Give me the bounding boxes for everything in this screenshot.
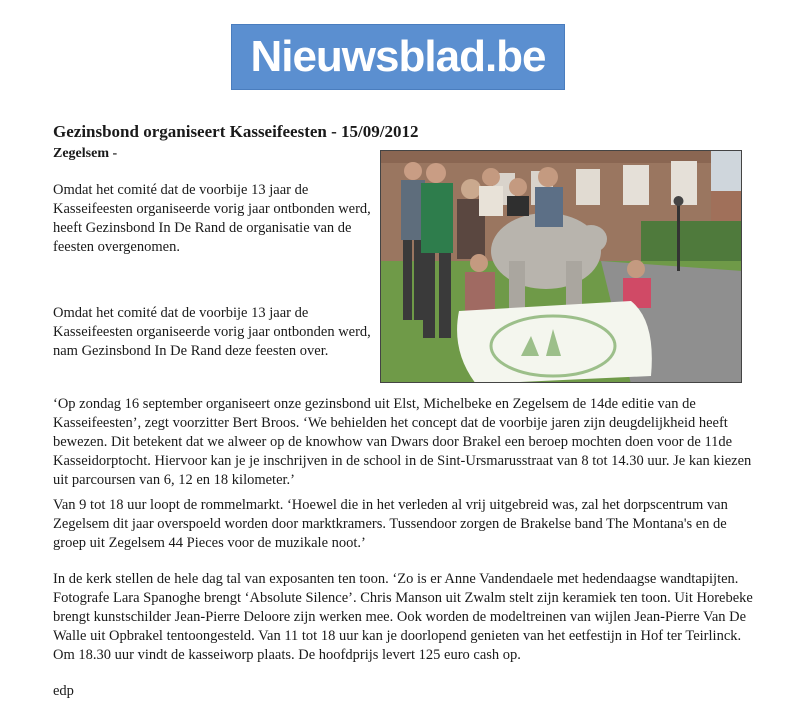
article-paragraph-1: Omdat het comité dat de voorbije 13 jaar de Kasseifeesten organiseerde vorig jaar ontbonden werd, heeft Gezinsbond In De Rand de organisatie van de feesten overgenomen. [53,182,371,255]
newspaper-logo [231,24,565,90]
article-paragraph-3: ‘Op zondag 16 september organiseert onze gezinsbond uit Elst, Michelbeke en Zegelsem de 14de editie van de Kasseifeesten’, zegt voorzitter Bert Broos. ‘We behielden het concept dat de voorbije jaren zijn deugdelijkheid heeft bewezen. Dit betekent dat we alweer op de knowhow van Dwars door Brakel een beroep mochten doen voor de 11de Kasseidorptocht. Hiervoor kan je je inschrijven in de school in de Sint-Ursmarusstraat van 8 tot 14.30 uur. Je kan kiezen uit parcoursen van 6, 12 en 18 kilometer.’ [53,396,752,488]
article-dateline: Zegelsem - [53,146,118,161]
article-paragraph-2: Omdat het comité dat de voorbije 13 jaar de Kasseifeesten organiseerde vorig jaar ontbonden werd, nam Gezinsbond In De Rand deze feesten over. [53,305,371,359]
author-signature: edp [53,683,74,699]
article-photo [380,150,742,383]
article-paragraph-5: In de kerk stellen de hele dag tal van exposanten ten toon. ‘Zo is er Anne Vandendaele met hedendaagse wandtapijten. Fotografe Lara Spanoghe brengt ‘Absolute Silence’. Chris Manson uit Zwalm stelt zijn keramiek ten toon. Uit Horebeke brengt kunstschilder Jean-Pierre Deloore zijn werken mee. Ook worden de modeltreinen van wijlen Jean-Pierre Van De Walle uit Opbrakel tentoongesteld. Van 11 tot 18 uur kan je doorlopend genieten van het eetfestijn in Hof ter Teirlinck. Om 18.30 uur vindt de kasseiworp plaats. De hoofdprijs levert 125 euro cash op. [53,571,753,663]
logo-text: Nieuwsblad.be [250,32,546,81]
article-headline: Gezinsbond organiseert Kasseifeesten - 15/09/2012 [53,122,419,141]
article-paragraph-4: Van 9 tot 18 uur loopt de rommelmarkt. ‘Hoewel die in het verleden al vrij uitgebreid was, zal het dorpscentrum van Zegelsem dit jaar overspoeld worden door marktkramers. Tussendoor zorgen de Brakelse band The Montana's en de groep uit Zegelsem 44 Pieces voor de muzikale noot.’ [53,497,728,551]
